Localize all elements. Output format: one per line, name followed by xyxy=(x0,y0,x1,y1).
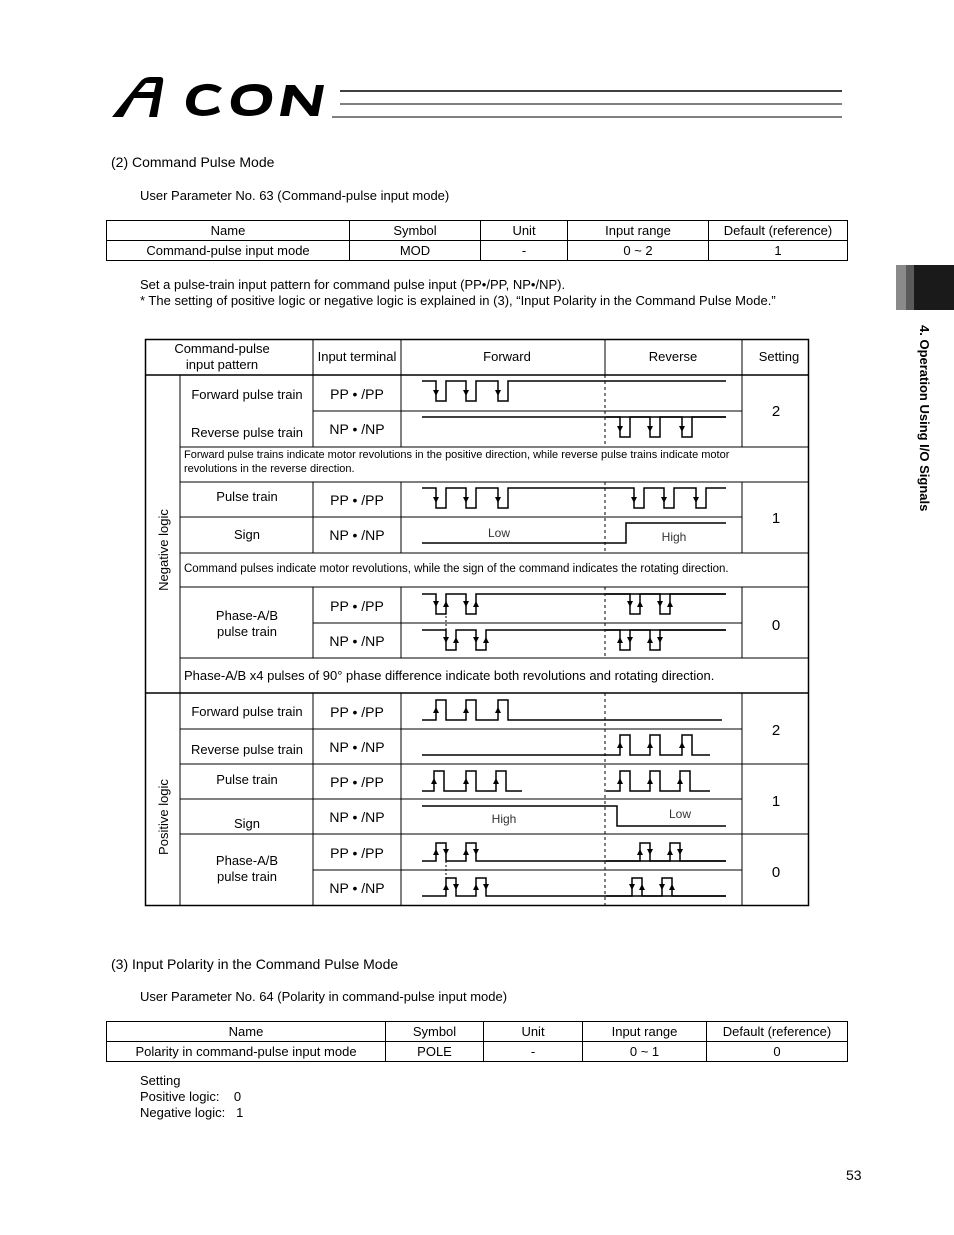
terminal-label: NP • /NP xyxy=(329,739,385,755)
header-forward: Forward xyxy=(483,349,531,364)
row-label: Forward pulse train xyxy=(191,387,303,402)
row-label: pulse train xyxy=(217,869,277,884)
setting-value: 2 xyxy=(771,722,781,739)
row-label: Forward pulse train xyxy=(191,704,303,719)
setting-value: 2 xyxy=(771,403,781,420)
row-label: Sign xyxy=(233,527,261,542)
table-cell: - xyxy=(481,241,568,261)
setting-value: 1 xyxy=(771,510,781,527)
terminal-label: PP • /PP xyxy=(330,845,384,861)
terminal-label: PP • /PP xyxy=(330,774,384,790)
level-label: Low xyxy=(668,807,692,821)
section-2-note-2: * The setting of positive logic or negative logic is explained in (3), “Input Polarity in the Command Pulse Mode.” xyxy=(140,293,776,308)
table-cell: - xyxy=(484,1042,583,1062)
table-cell: MOD xyxy=(350,241,481,261)
note-phase: Phase-A/B x4 pulses of 90° phase difference indicate both revolutions and rotating direction. xyxy=(184,668,715,683)
table-cell: 0 ~ 2 xyxy=(568,241,709,261)
header-pattern-1: Command-pulse xyxy=(174,341,270,356)
table-header: Input range xyxy=(568,221,709,241)
level-label: Low xyxy=(487,526,511,540)
setting-negative: Negative logic: 1 xyxy=(140,1105,244,1120)
table-header: Input range xyxy=(583,1022,707,1042)
table-header: Symbol xyxy=(350,221,481,241)
header-terminal: Input terminal xyxy=(317,349,397,364)
table-header: Symbol xyxy=(386,1022,484,1042)
header-setting: Setting xyxy=(758,349,800,364)
setting-positive: Positive logic: 0 xyxy=(140,1089,242,1104)
section-3-param-line: User Parameter No. 64 (Polarity in command-pulse input mode) xyxy=(140,989,508,1004)
row-label: Phase-A/B xyxy=(215,608,279,623)
note-fwd-rev: revolutions in the reverse direction. xyxy=(184,463,355,475)
terminal-label: PP • /PP xyxy=(330,598,384,614)
terminal-label: NP • /NP xyxy=(329,527,385,543)
row-label: Pulse train xyxy=(216,772,278,787)
table-header: Unit xyxy=(484,1022,583,1042)
note-fwd-rev: Forward pulse trains indicate motor revolutions in the positive direction, while reverse pulse trains indicate motor xyxy=(184,449,730,461)
row-label: Reverse pulse train xyxy=(191,425,303,440)
terminal-label: PP • /PP xyxy=(330,386,384,402)
page-number: 53 xyxy=(846,1167,862,1183)
row-label: Reverse pulse train xyxy=(191,742,303,757)
header-pattern-2: input pattern xyxy=(185,357,259,372)
table-cell: 0 ~ 1 xyxy=(583,1042,707,1062)
terminal-label: NP • /NP xyxy=(329,809,385,825)
chapter-label: 4. Operation Using I/O Signals xyxy=(917,325,932,512)
table-header: Name xyxy=(107,221,350,241)
row-label: Pulse train xyxy=(216,489,278,504)
pole-param-table xyxy=(106,1021,848,1062)
table-cell: 0 xyxy=(707,1042,848,1062)
terminal-label: NP • /NP xyxy=(329,880,385,896)
terminal-label: PP • /PP xyxy=(330,492,384,508)
section-2-note-1: Set a pulse-train input pattern for command pulse input (PP•/PP, NP•/NP). xyxy=(140,277,566,292)
negative-logic-label: Negative logic xyxy=(156,509,171,591)
section-3-heading: (3) Input Polarity in the Command Pulse Mode xyxy=(111,956,399,972)
table-header: Default (reference) xyxy=(709,221,848,241)
table-header: Name xyxy=(107,1022,386,1042)
table-header-row xyxy=(107,1022,848,1042)
section-2-heading: (2) Command Pulse Mode xyxy=(111,154,275,170)
row-label: Sign xyxy=(233,816,261,831)
setting-value: 1 xyxy=(771,793,781,810)
table-cell: POLE xyxy=(386,1042,484,1062)
table-row xyxy=(107,1042,848,1062)
table-cell: 1 xyxy=(709,241,848,261)
setting-title: Setting xyxy=(140,1073,181,1088)
setting-value: 0 xyxy=(771,617,781,634)
table-cell: Command-pulse input mode xyxy=(107,241,350,261)
level-label: High xyxy=(661,530,687,544)
header-reverse: Reverse xyxy=(648,349,698,364)
section-2-param-line: User Parameter No. 63 (Command-pulse input mode) xyxy=(140,188,450,203)
row-label: pulse train xyxy=(217,624,277,639)
note-sign: Command pulses indicate motor revolutions, while the sign of the command indicates the rotating direction. xyxy=(184,563,729,575)
setting-value: 0 xyxy=(771,864,781,881)
terminal-label: NP • /NP xyxy=(329,633,385,649)
row-label: Phase-A/B xyxy=(215,853,279,868)
terminal-label: NP • /NP xyxy=(329,421,385,437)
table-cell: Polarity in command-pulse input mode xyxy=(107,1042,386,1062)
table-header: Unit xyxy=(481,221,568,241)
positive-logic-label: Positive logic xyxy=(156,779,171,855)
level-label: High xyxy=(491,812,517,826)
edge-arrows xyxy=(431,390,699,890)
table-header: Default (reference) xyxy=(707,1022,848,1042)
terminal-label: PP • /PP xyxy=(330,704,384,720)
